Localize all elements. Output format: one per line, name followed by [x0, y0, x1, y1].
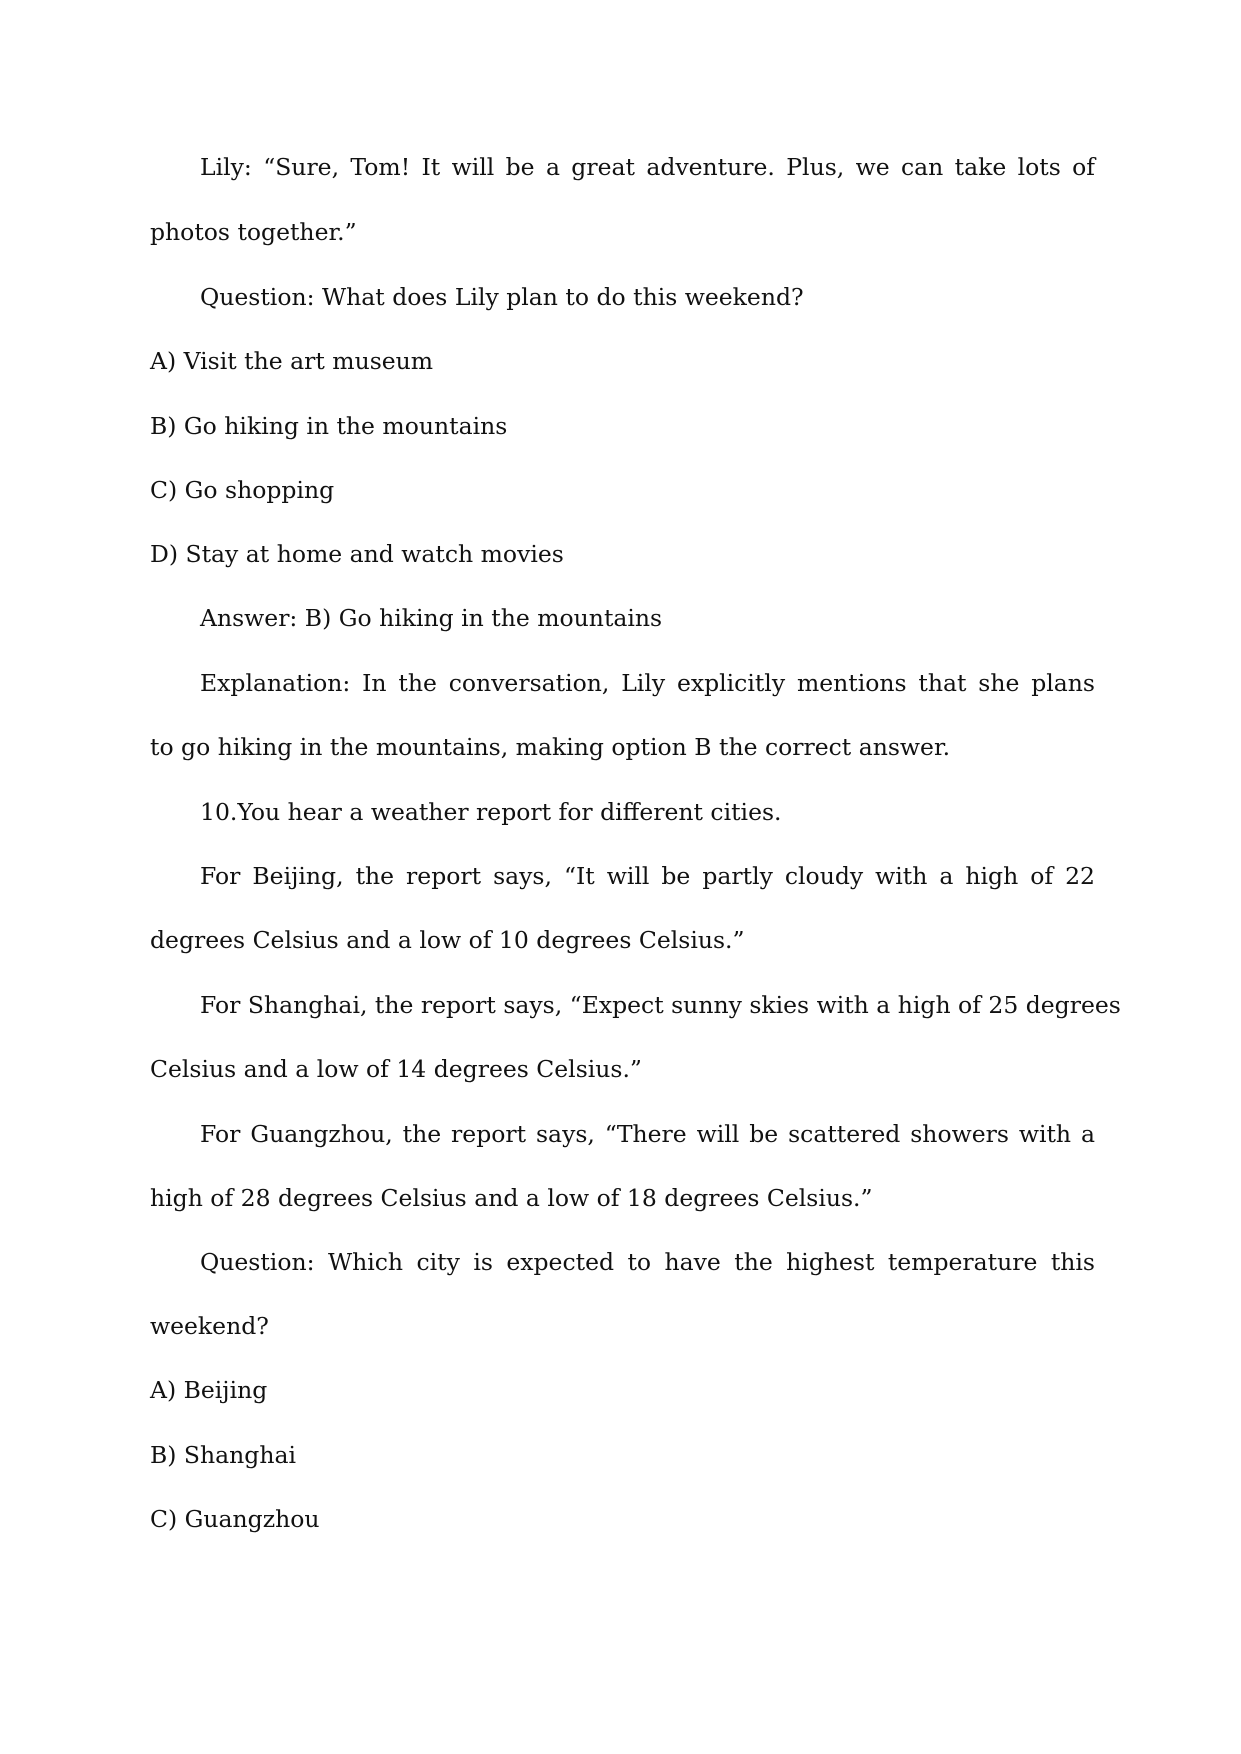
option-c-q10: C) Guangzhou — [150, 1505, 320, 1533]
question-10-intro: 10.You hear a weather report for different cities. — [200, 798, 782, 826]
beijing-report-line-1: For Beijing, the report says, “It will be partly cloudy with a high of 22 — [200, 862, 1095, 890]
shanghai-report-line-2: Celsius and a low of 14 degrees Celsius.” — [150, 1055, 642, 1083]
option-b-q10: B) Shanghai — [150, 1441, 296, 1469]
explanation-line-2: to go hiking in the mountains, making option B the correct answer. — [150, 733, 951, 761]
beijing-report-line-2: degrees Celsius and a low of 10 degrees Celsius.” — [150, 926, 745, 954]
guangzhou-report-line-2: high of 28 degrees Celsius and a low of 18 degrees Celsius.” — [150, 1184, 873, 1212]
question-10-line-2: weekend? — [150, 1312, 269, 1340]
option-c-q9: C) Go shopping — [150, 476, 335, 504]
option-d-q9: D) Stay at home and watch movies — [150, 540, 564, 568]
option-b-q9: B) Go hiking in the mountains — [150, 412, 508, 440]
option-a-q10: A) Beijing — [150, 1376, 268, 1404]
dialogue-lily-line-2: photos together.” — [150, 218, 357, 246]
explanation-line-1: Explanation: In the conversation, Lily explicitly mentions that she plans — [200, 669, 1095, 697]
dialogue-lily-line-1: Lily: “Sure, Tom! It will be a great adventure. Plus, we can take lots of — [200, 153, 1095, 181]
option-a-q9: A) Visit the art museum — [150, 347, 434, 375]
shanghai-report-line-1: For Shanghai, the report says, “Expect sunny skies with a high of 25 degrees — [200, 991, 1121, 1019]
question-10-line-1: Question: Which city is expected to have the highest temperature this — [200, 1248, 1095, 1276]
question-9: Question: What does Lily plan to do this weekend? — [200, 283, 804, 311]
guangzhou-report-line-1: For Guangzhou, the report says, “There will be scattered showers with a — [200, 1120, 1095, 1148]
answer-q9: Answer: B) Go hiking in the mountains — [200, 604, 663, 632]
